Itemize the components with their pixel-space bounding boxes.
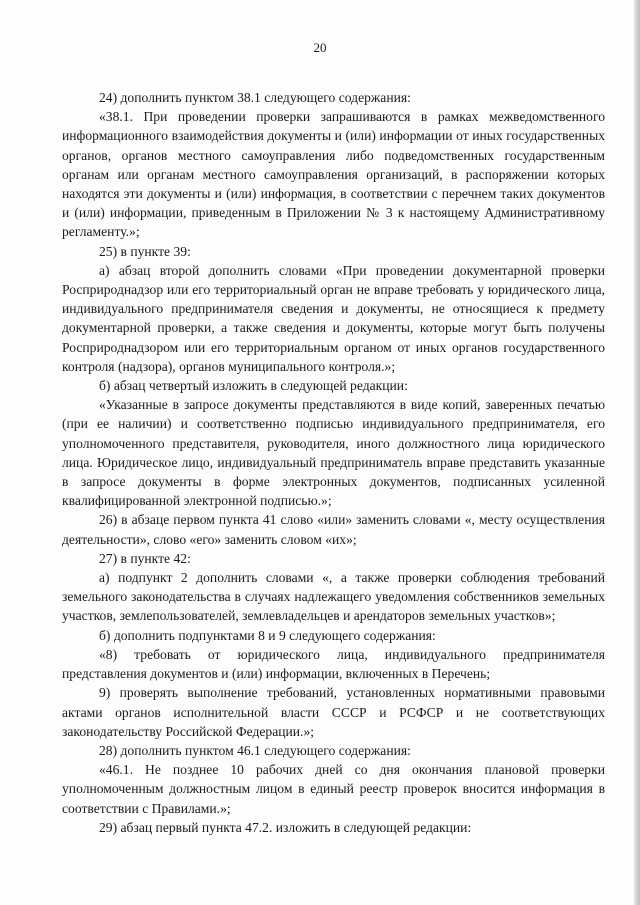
scan-edge	[634, 0, 640, 905]
paragraph-item-26: 26) в абзаце первом пункта 41 слово «или» заменить словами «, месту осуществления деятельности», слово «его» заменить словом «их»;	[62, 512, 605, 547]
page-number: 20	[313, 40, 327, 55]
paragraph-quote-documents: «Указанные в запросе документы представляются в виде копий, заверенных печатью (при ее наличии) и соответственно подписью индивидуального предпринимателя, его уполномоченного представителя, руководителя, иного должностного лица юридического лица. Юридическое лицо, индивидуальный предприниматель вправе представить указанные в запросе документы в форме электронных документов, подписанных усиленной квалифицированной электронной подписью.»;	[62, 397, 605, 509]
paragraph-item-28: 28) дополнить пунктом 46.1 следующего содержания:	[99, 742, 411, 758]
paragraph-subclause-8: «8) требовать от юридического лица, индивидуального предпринимателя представления документов и (или) информации, включенных в Перечень;	[62, 646, 605, 682]
paragraph-item-27a: а) подпункт 2 дополнить словами «, а также проверки соблюдения требований земельного законодательства в случаях надлежащего уведомления собственников земельных участков, землепользователей, землевладельцев и арендаторов земельных участков»;	[62, 570, 605, 624]
paragraph-item-27b: б) дополнить подпунктами 8 и 9 следующего содержания:	[99, 627, 436, 643]
paragraph-item-24: 24) дополнить пунктом 38.1 следующего содержания:	[99, 90, 411, 105]
document-body	[62, 88, 605, 837]
paragraph-item-25b: б) абзац четвертый изложить в следующей редакции:	[99, 378, 408, 394]
paragraph-clause-38-1: «38.1. При проведении проверки запрашиваются в рамках межведомственного информационного взаимодействия документы и (или) информации от иных государственных органов, органов местного самоуправления либо подведомственных государственным органам или органам местного самоуправления организаций, в распоряжении которых находятся эти документы и (или) информация, в соответствии с перечнем таких документов и (или) информации, приведенным в Приложении № 3 к настоящему Административному регламенту.»;	[62, 109, 605, 240]
paragraph-clause-46-1: «46.1. Не позднее 10 рабочих дней со дня окончания плановой проверки уполномоченным должностным лицом в единый реестр проверок вносится информация в соответствии с Правилами.»;	[62, 762, 605, 816]
paragraph-item-27: 27) в пункте 42:	[99, 550, 191, 566]
paragraph-item-25: 25) в пункте 39:	[99, 243, 191, 259]
paragraph-item-25a: а) абзац второй дополнить словами «При проведении документарной проверки Росприроднадзор или его территориальный орган не вправе требовать у юридического лица, индивидуального предпринимателя сведения и документы, не относящиеся к предмету документарной проверки, а также сведения и документы, которые могут быть получены Росприроднадзором или его территориальным органом от иных органов государственного контроля (надзора), органов муниципального контроля.»;	[62, 262, 605, 374]
paragraph-item-29: 29) абзац первый пункта 47.2. изложить в следующей редакции:	[99, 819, 472, 835]
paragraph-subclause-9: 9) проверять выполнение требований, установленных нормативными правовыми актами органов исполнительной власти СССР и РСФСР и не соответствующих законодательству Российской Федерации.»;	[62, 685, 605, 739]
